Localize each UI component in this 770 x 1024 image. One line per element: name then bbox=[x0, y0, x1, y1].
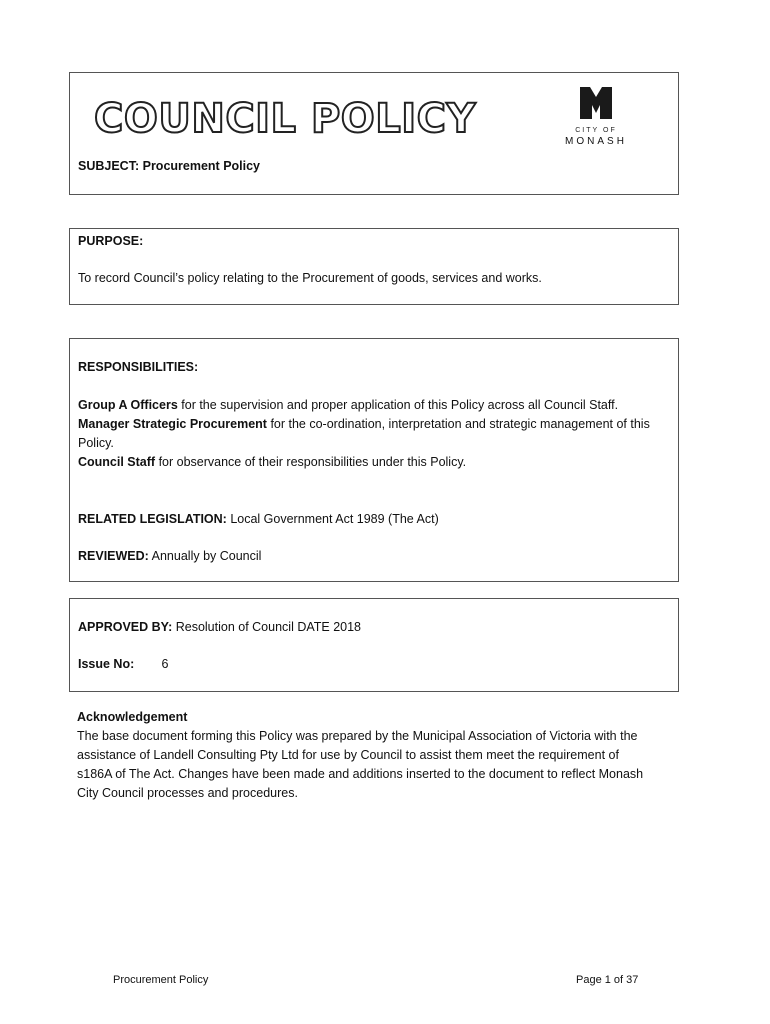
responsibility-text: for the co-ordination, interpretation and strategic management of this Policy. bbox=[78, 417, 650, 450]
purpose-text: To record Council’s policy relating to the Procurement of goods, services and works. bbox=[78, 271, 542, 285]
subject-line bbox=[78, 157, 260, 176]
subject-value: Procurement Policy bbox=[142, 159, 261, 173]
issue-number bbox=[78, 655, 670, 674]
acknowledgement-section bbox=[77, 708, 657, 803]
footer-page-number: Page 1 of 37 bbox=[576, 974, 639, 986]
approved-label: APPROVED BY: bbox=[78, 620, 173, 634]
reviewed-label: REVIEWED: bbox=[78, 549, 149, 563]
monash-logo bbox=[556, 85, 636, 149]
responsibility-role: Council Staff bbox=[78, 455, 156, 469]
approved-by bbox=[78, 618, 670, 637]
monash-m-icon bbox=[578, 85, 614, 121]
logo-city-of: CITY OF bbox=[575, 127, 617, 134]
reviewed-value: Annually by Council bbox=[151, 549, 262, 563]
header-box bbox=[69, 72, 679, 195]
approved-value: Resolution of Council DATE 2018 bbox=[175, 620, 362, 634]
reviewed bbox=[78, 547, 670, 566]
acknowledgement-heading: Acknowledgement bbox=[77, 710, 188, 724]
responsibility-role: Manager Strategic Procurement bbox=[78, 417, 267, 431]
purpose-box bbox=[69, 228, 679, 305]
purpose-heading: PURPOSE: bbox=[78, 234, 144, 248]
legislation-label: RELATED LEGISLATION: bbox=[78, 512, 227, 526]
footer-document-title: Procurement Policy bbox=[113, 974, 209, 986]
policy-title: COUNCIL POLICY bbox=[94, 96, 476, 142]
responsibility-text: for observance of their responsibilities under this Policy. bbox=[158, 455, 467, 469]
responsibilities-heading: RESPONSIBILITIES: bbox=[78, 360, 199, 374]
approval-box bbox=[69, 598, 679, 692]
related-legislation bbox=[78, 510, 670, 529]
responsibility-item bbox=[78, 453, 670, 472]
subject-label: SUBJECT: bbox=[78, 159, 140, 173]
responsibility-text: for the supervision and proper application of this Policy across all Council Staff. bbox=[181, 398, 619, 412]
legislation-value: Local Government Act 1989 (The Act) bbox=[230, 512, 439, 526]
acknowledgement-text: The base document forming this Policy was prepared by the Municipal Association of Victoria with the assistance of Landell Consulting Pty Ltd for use by Council to assist them meet the requirement of s186A of The Act. Changes have been made and additions inserted to the document to reflect Monash City Council processes and procedures. bbox=[77, 729, 644, 800]
responsibility-role: Group A Officers bbox=[78, 398, 178, 412]
logo-name: MONASH bbox=[565, 136, 627, 147]
issue-value: 6 bbox=[161, 657, 169, 671]
responsibility-item bbox=[78, 415, 670, 453]
responsibilities-list bbox=[78, 396, 670, 472]
responsibilities-box bbox=[69, 338, 679, 582]
issue-label: Issue No: bbox=[78, 657, 135, 671]
responsibility-item bbox=[78, 396, 670, 415]
